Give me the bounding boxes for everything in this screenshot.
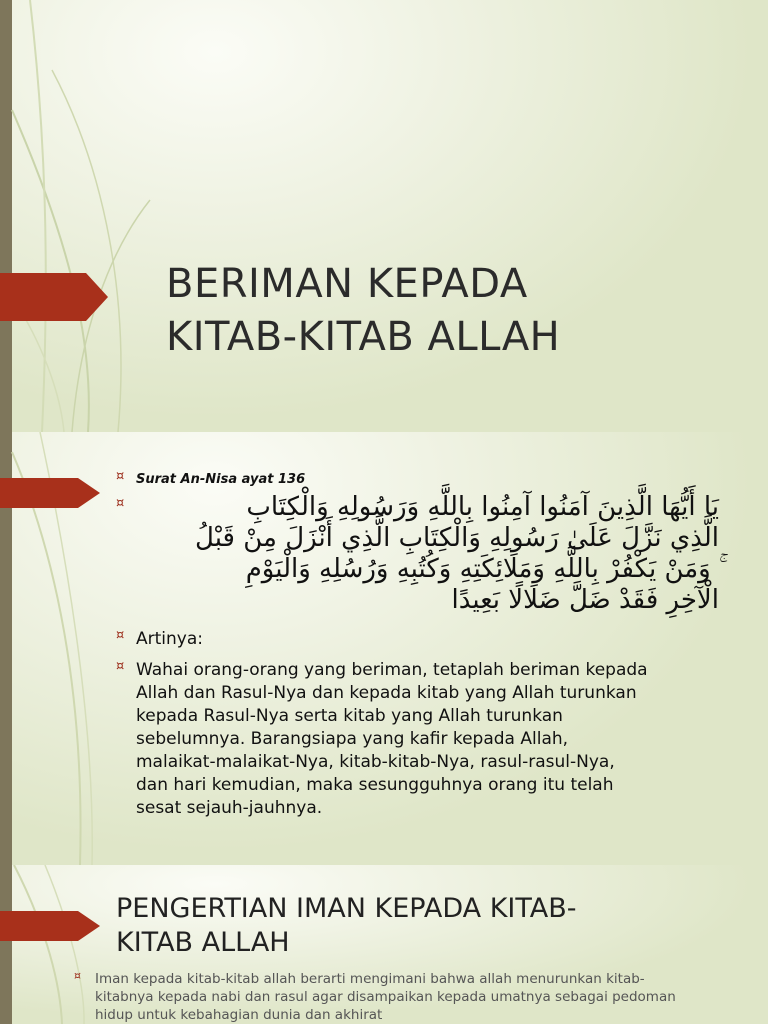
translation-line: malaikat-malaikat-Nya, kitab-kitab-Nya, rasul-rasul-Nya, [136, 752, 615, 772]
title-line-1: BERIMAN KEPADA [166, 261, 528, 307]
arabic-line: ۚ وَمَنْ يَكْفُرْ بِاللَّهِ وَمَلَائِكَتِهِ وَكُتُبِهِ وَرُسُلِهِ وَالْيَوْمِ [245, 554, 719, 584]
list-item [116, 628, 736, 659]
decorative-curves [0, 0, 200, 432]
translation-line: Allah dan Rasul-Nya dan kepada kitab yang Allah turunkan [136, 683, 637, 703]
translation-line: sebelumnya. Barangsiapa yang kafir kepada Allah, [136, 729, 569, 749]
verse-source: Surat An-Nisa ayat 136 [136, 472, 306, 487]
artinya-label: Artinya: [136, 629, 203, 649]
definition-bullet-list [74, 970, 754, 1024]
heading-line-1: PENGERTIAN IMAN KEPADA KITAB- [116, 893, 577, 924]
arabic-line: يَا أَيُّهَا الَّذِينَ آمَنُوا آمِنُوا بِاللَّهِ وَرَسُولِهِ وَالْكِتَابِ [246, 492, 719, 522]
arrow-bullet-icon: ¤ [116, 659, 125, 674]
definition-text [95, 970, 755, 1024]
arrow-bullet-icon: ¤ [116, 469, 125, 484]
list-item [116, 659, 736, 824]
arrow-bullet-icon: ¤ [116, 628, 125, 643]
heading-line-2: KITAB ALLAH [116, 927, 290, 958]
list-item [116, 492, 736, 628]
arabic-line: الَّذِي نَزَّلَ عَلَىٰ رَسُولِهِ وَالْكِتَابِ الَّذِي أَنْزَلَ مِنْ قَبْلُ [195, 523, 719, 553]
arrow-bullet-icon: ¤ [74, 969, 81, 982]
definition-line: Iman kepada kitab-kitab allah berarti mengimani bahwa allah menurunkan kitab- [95, 971, 645, 987]
arrow-bullet-icon: ¤ [116, 496, 125, 511]
translation-line: sesat sejauh-jauhnya. [136, 798, 323, 818]
arabic-line: الْآخِرِ فَقَدْ ضَلَّ ضَلَالًا بَعِيدًا [451, 585, 719, 615]
list-item [116, 470, 736, 492]
definition-line: hidup untuk kebahagian dunia dan akhirat [95, 1007, 383, 1023]
slide-title-heading [166, 258, 560, 364]
slide-title [0, 0, 768, 432]
slide-verse [0, 432, 768, 865]
list-item [74, 970, 754, 1024]
title-arrow-tab [0, 273, 108, 321]
verse-translation [136, 659, 736, 820]
verse-bullet-list [116, 470, 736, 824]
arabic-verse [134, 492, 719, 616]
translation-line: dan hari kemudian, maka sesungguhnya orang itu telah [136, 775, 614, 795]
definition-line: kitabnya kepada nabi dan rasul agar disampaikan kepada umatnya sebagai pedoman [95, 989, 676, 1005]
definition-heading [116, 892, 577, 960]
translation-line: kepada Rasul-Nya serta kitab yang Allah turunkan [136, 706, 563, 726]
title-line-2: KITAB-KITAB ALLAH [166, 314, 561, 360]
translation-line: Wahai orang-orang yang beriman, tetaplah beriman kepada [136, 660, 648, 680]
